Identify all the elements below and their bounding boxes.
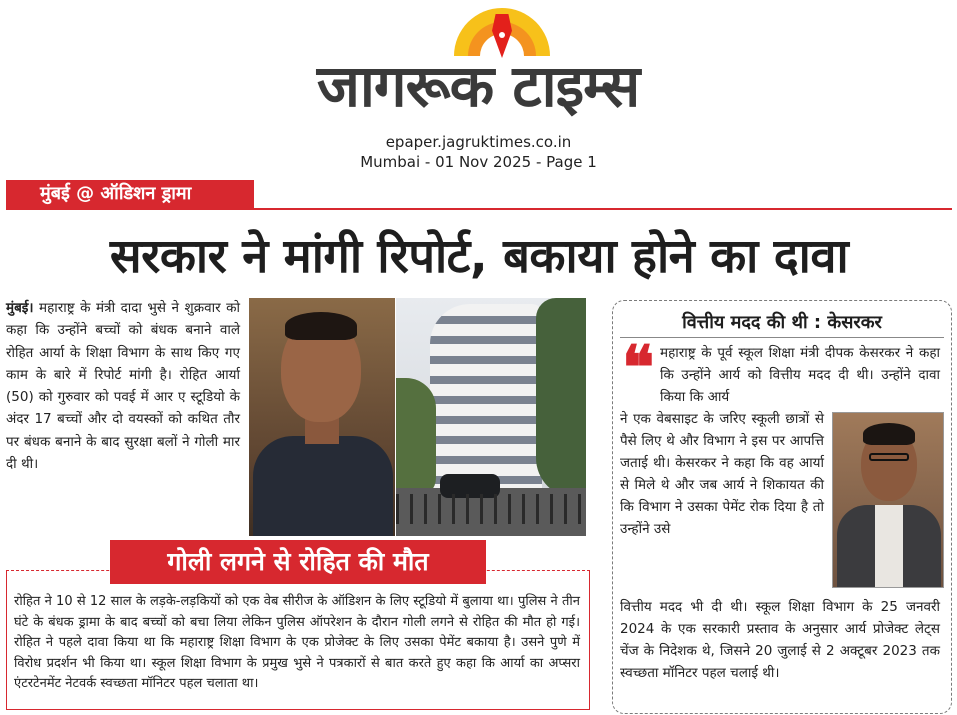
site-url[interactable]: epaper.jagruktimes.co.in <box>385 133 572 151</box>
dateline: मुंबई। <box>6 300 34 316</box>
sidebar-paragraph-3: वित्तीय मदद भी दी थी। स्कूल शिक्षा विभाग के 25 जनवरी 2024 के एक सरकारी प्रस्ताव के अनुसार आर्य प्रोजेक्ट लेट्स चेंज के निदेशक थे, जिसने 20 जुलाई से 2 अक्टूबर 2023 तक स्वच्छता मॉनिटर पहल चलाई थी। <box>620 599 940 681</box>
quote-mark-icon: ❝ <box>622 333 655 403</box>
photo-rohit-arya <box>249 298 395 536</box>
lead-paragraph <box>6 297 240 475</box>
masthead-logo <box>286 8 670 120</box>
photo-deepak-kesarkar <box>832 412 944 588</box>
section-divider <box>6 208 952 210</box>
sidebar-paragraph-2: ने एक वेबसाइट के जरिए स्कूली छात्रों से पैसे लिए थे और विभाग ने इस पर आपत्ति जताई थी। केसरकर ने कहा कि वह आर्या से मिले थे और जब आर्य ने शिकायत की कि विभाग ने उसका पेमेंट रोक दिया है तो उन्होंने उसे <box>620 411 824 537</box>
story-subhead: गोली लगने से रोहित की मौत <box>110 540 486 584</box>
lead-text: महाराष्ट्र के मंत्री दादा भुसे ने शुक्रवार को कहा कि उन्होंने बच्चों को बंधक बनाने वाले रोहित आर्या के शिक्षा विभाग के साथ किए गए काम के बारे में रिपोर्ट मांगी है। रोहित आर्या (50) को गुरुवार को पवई में आर ए स्टूडियो के अंदर 17 बच्चों और दो वयस्कों को कथित तौर पर बंधक बनाने के बाद सुरक्षा बलों ने गोली मार दी थी। <box>6 300 240 473</box>
logo-wordmark: जागरूक टाइम्स <box>316 52 640 120</box>
sidebar-title: वित्तीय मदद की थी : केसरकर <box>682 312 882 333</box>
sidebar-divider <box>620 337 944 338</box>
section-tag: मुंबई @ ऑडिशन ड्रामा <box>6 180 254 208</box>
photo-studio-building <box>396 298 586 536</box>
edition-line: Mumbai - 01 Nov 2025 - Page 1 <box>360 153 597 171</box>
story-body: रोहित ने 10 से 12 साल के लड़के-लड़कियों को एक वेब सीरीज के ऑडिशन के लिए स्टूडियो में बुलाया था। पुलिस ने तीन घंटे के बंधक ड्रामा के बाद बच्चों को बचा लिया लेकिन पुलिस ऑपरेशन के दौरान गोली लगने से रोहित की मौत हो गई। रोहित ने पहले दावा किया था कि महाराष्ट्र शिक्षा विभाग के एक प्रोजेक्ट के लिए उसका पेमेंट बकाया है। उसने पुणे में विरोध प्रदर्शन भी किया था। स्कूल शिक्षा विभाग के प्रमुख भुसे ने पत्रकारों से बात करते हुए कहा कि आर्या का अप्सरा एंटरटेनमेंट नेटवर्क स्वच्छता मॉनिटर पहल चलाता था। <box>14 594 580 692</box>
sidebar-paragraph-1: महाराष्ट्र के पूर्व स्कूल शिक्षा मंत्री दीपक केसरकर ने कहा कि उन्होंने आर्य को वित्तीय मदद दी थी। उन्होंने दावा किया कि आर्य <box>660 345 940 405</box>
page-headline: सरकार ने मांगी रिपोर्ट, बकाया होने का दावा <box>109 229 849 284</box>
